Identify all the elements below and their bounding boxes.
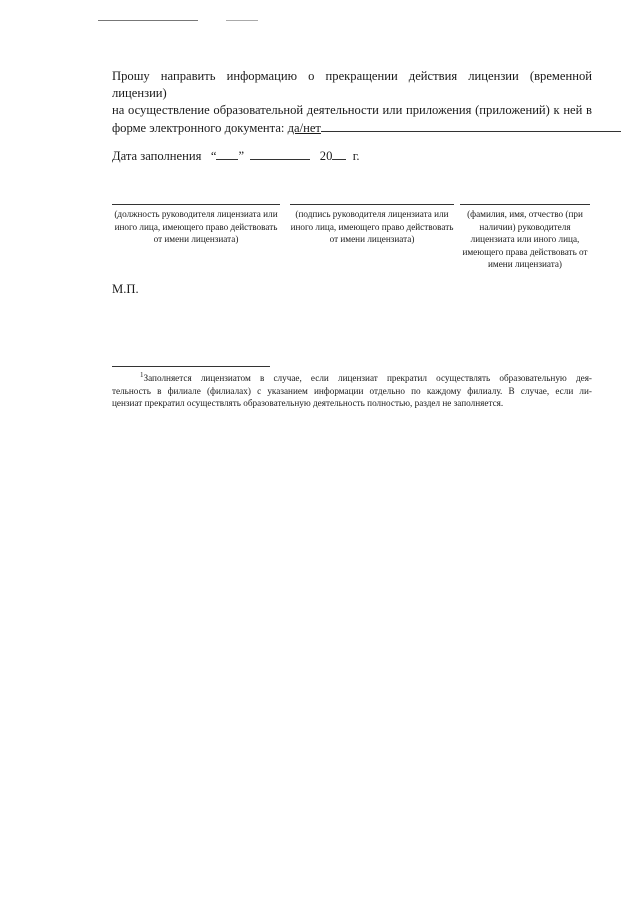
year-prefix: 20 xyxy=(319,149,333,163)
footnote-separator xyxy=(112,366,270,367)
request-line-1: Прошу направить информацию о прекращении действия лицензии (временной лицензии) xyxy=(112,69,592,100)
stamp-place-label: М.П. xyxy=(112,282,139,296)
top-line-segment xyxy=(226,20,258,21)
top-separator-line xyxy=(98,20,258,21)
footnote-marker: 1 xyxy=(140,371,144,379)
footnote-line-3: цензиат прекратил осуществлять образовательную деятельность полностью, раздел не заполняется. xyxy=(112,398,504,409)
full-name-caption: (фамилия, имя, отчество (при наличии) руководителя лицензиата или иного лица, имеющего права действовать от имени лицензиата) xyxy=(460,204,590,271)
footnote xyxy=(112,369,592,410)
year-blank[interactable] xyxy=(332,148,346,160)
request-paragraph xyxy=(112,68,592,137)
request-line-3 xyxy=(112,119,592,137)
footnote-line-1 xyxy=(112,369,592,385)
request-fill-line[interactable] xyxy=(321,119,621,132)
yes-no-option[interactable]: да/нет xyxy=(287,121,321,135)
day-blank[interactable] xyxy=(216,148,238,160)
request-line-2: на осуществление образовательной деятельности или приложения (приложений) к ней в xyxy=(112,103,592,117)
footnote-line-1-text: Заполняется лицензиатом в случае, если лицензиат прекратил осуществлять образовательную дея- xyxy=(143,373,592,384)
date-label: Дата заполнения xyxy=(112,149,202,163)
footnote-line-2: тельность в филиале (филиалах) с указанием информации отдельно по каждому филиалу. В случае, если ли- xyxy=(112,385,592,396)
date-close-quote: ” xyxy=(238,149,245,163)
date-line xyxy=(112,148,360,164)
year-suffix: г. xyxy=(352,149,360,163)
date-open-quote: “ xyxy=(210,149,217,163)
request-line-3-text: форме электронного документа: xyxy=(112,121,288,135)
position-caption: (должность руководителя лицензиата или иного лица, имеющего право действовать от имени лицензиата) xyxy=(112,204,280,246)
signature-caption: (подпись руководителя лицензиата или иного лица, имеющего право действовать от имени лицензиата) xyxy=(290,204,454,246)
month-blank[interactable] xyxy=(250,148,310,160)
signature-block xyxy=(112,204,592,284)
top-line-segment xyxy=(98,20,198,21)
